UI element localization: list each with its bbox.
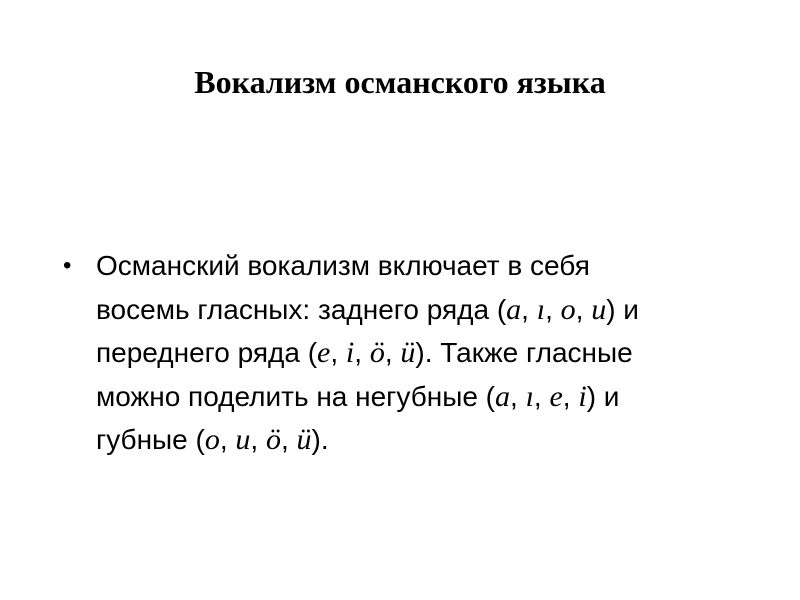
text-segment: ). Также гласные: [415, 337, 633, 368]
vowel-letter: u: [591, 292, 607, 326]
vowel-letter: ö: [265, 423, 281, 456]
text-segment: ,: [354, 337, 370, 368]
vowel-letter: i: [578, 379, 587, 413]
vowel-letter: ı: [525, 379, 534, 413]
text-segment: Османский вокализм включает в себя: [96, 250, 590, 281]
vowel-letter: ü: [400, 336, 416, 369]
bullet-item: [58, 244, 738, 462]
text-line: [96, 418, 738, 462]
vowel-letter: u: [235, 423, 251, 456]
text-segment: ,: [250, 424, 266, 455]
text-segment: переднего ряда (: [96, 337, 318, 368]
text-segment: ,: [545, 293, 561, 325]
text-segment: ,: [510, 380, 526, 412]
text-line: [96, 288, 738, 332]
vowel-letter: a: [506, 292, 522, 326]
text-segment: ,: [384, 337, 401, 368]
vowel-letter: ı: [536, 292, 546, 326]
text-segment: ,: [330, 337, 346, 368]
text-segment: ,: [280, 424, 297, 455]
text-segment: ).: [311, 424, 329, 455]
text-segment: восемь гласных: заднего ряда (: [96, 293, 507, 325]
vowel-letter: ü: [296, 423, 312, 456]
text-line: [96, 331, 738, 375]
text-segment: ,: [521, 293, 537, 325]
text-segment: ,: [533, 380, 550, 412]
vowel-letter: o: [560, 292, 576, 326]
vowel-letter: o: [204, 423, 220, 456]
text-segment: ) и: [606, 293, 639, 325]
bullet-marker: •: [63, 252, 72, 279]
text-segment: ) и: [586, 380, 620, 412]
bullet-text: [96, 244, 738, 462]
vowel-letter: e: [317, 336, 331, 369]
text-segment: губные (: [96, 424, 205, 455]
vowel-letter: i: [345, 336, 355, 369]
text-segment: ,: [219, 424, 236, 455]
slide-title: Вокализм османского языка: [194, 64, 606, 100]
bullet-list: [58, 244, 738, 462]
text-segment: ,: [575, 293, 592, 325]
text-line: [96, 244, 738, 288]
vowel-letter: e: [549, 379, 563, 413]
vowel-letter: a: [495, 379, 510, 413]
vowel-letter: ö: [369, 336, 385, 369]
text-segment: можно поделить на негубные (: [96, 380, 495, 412]
text-line: [96, 375, 738, 419]
text-segment: ,: [562, 380, 579, 412]
